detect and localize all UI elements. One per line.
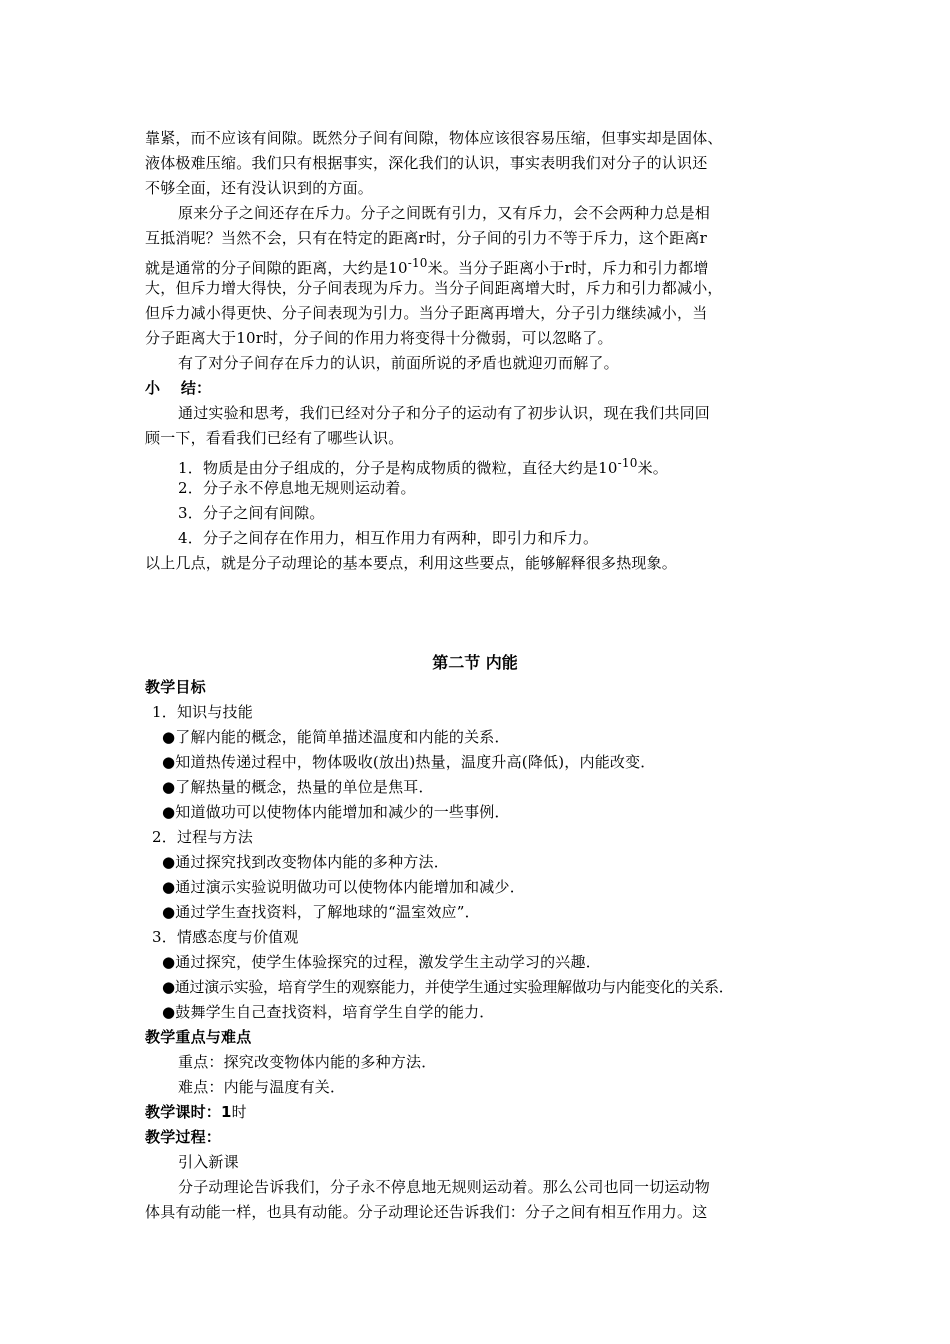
section-title: 第二节 内能 [432, 653, 518, 672]
bullet-item: ●通过探究找到改变物体内能的多种方法． [162, 853, 449, 871]
list-item [178, 453, 668, 478]
paragraph-line-with-exponent [145, 253, 709, 278]
bullet-item: ●知道热传递过程中，物体吸收(放出)热量，温度升高(降低)，内能改变． [162, 753, 656, 771]
exponent: -10 [407, 256, 428, 270]
paragraph-line: 顾一下，看看我们已经有了哪些认识。 [145, 429, 404, 447]
intro-label: 引入新课 [178, 1153, 239, 1171]
class-hours [145, 1102, 247, 1122]
paragraph-line: 体具有动能一样，也具有动能。分子动理论还告诉我们：分子之间有相互作用力。这 [145, 1203, 708, 1221]
bullet-item: ●通过学生查找资料，了解地球的“温室效应”． [162, 903, 480, 921]
paragraph-line: 液体极难压缩。我们只有根据事实，深化我们的认识，事实表明我们对分子的认识还 [145, 154, 708, 172]
paragraph-line: 分子距离大于10r时，分子间的作用力将变得十分微弱，可以忽略了。 [145, 329, 613, 347]
list-item: 3．分子之间有间隙。 [178, 504, 325, 522]
goals-heading: 教学目标 [145, 678, 206, 696]
paragraph-line: 大，但斥力增大得快，分子间表现为斥力。当分子间距离增大时，斥力和引力都减小， [145, 279, 723, 297]
exponent: -10 [617, 456, 638, 470]
text-fragment: 米。当分子距离小于r时，斥力和引力都增 [427, 259, 709, 277]
paragraph-line: 但斥力减小得更快、分子间表现为引力。当分子距离再增大，分子引力继续减小，当 [145, 304, 708, 322]
text-fragment: 就是通常的分子间隙的距离，大约是10 [145, 259, 408, 277]
paragraph-line: 分子动理论告诉我们，分子永不停息地无规则运动着。那么公司也同一切运动物 [178, 1178, 711, 1196]
paragraph-line: 通过实验和思考，我们已经对分子和分子的运动有了初步认识，现在我们共同回 [178, 404, 711, 422]
paragraph-line: 靠紧，而不应该有间隙。既然分子间有间隙，物体应该很容易压缩，但事实却是固体、 [145, 129, 723, 147]
bullet-item: ●了解热量的概念，热量的单位是焦耳． [162, 778, 434, 796]
process-heading: 教学过程： [145, 1128, 222, 1146]
bullet-item: ●通过演示实验说明做功可以使物体内能增加和减少． [162, 878, 525, 896]
summary-heading: 小 结： [145, 379, 212, 397]
hours-value: 1 [221, 1103, 232, 1121]
bullet-item: ●了解内能的概念，能简单描述温度和内能的关系． [162, 728, 510, 746]
bullet-item: ●知道做功可以使物体内能增加和减少的一些事例． [162, 803, 510, 821]
hours-label: 教学课时： [145, 1103, 222, 1121]
key-heading: 教学重点与难点 [145, 1028, 252, 1046]
paragraph-line: 原来分子之间还存在斥力。分子之间既有引力，又有斥力，会不会两种力总是相 [178, 204, 711, 222]
bullet-item: ●鼓舞学生自己查找资料，培育学生自学的能力． [162, 1003, 495, 1021]
goal-heading: 2．过程与方法 [152, 828, 253, 846]
text-fragment: 1．物质是由分子组成的，分子是构成物质的微粒，直径大约是10 [178, 459, 618, 477]
goal-heading: 1．知识与技能 [152, 703, 253, 721]
list-item: 2．分子永不停息地无规则运动着。 [178, 479, 416, 497]
hours-unit: 时 [231, 1103, 247, 1121]
bullet-item: ●通过演示实验，培育学生的观察能力，并使学生通过实验理解做功与内能变化的关系． [162, 978, 734, 996]
key-point: 重点：探究改变物体内能的多种方法． [178, 1053, 437, 1071]
paragraph-line: 不够全面，还有没认识到的方面。 [145, 179, 374, 197]
paragraph-line: 以上几点，就是分子动理论的基本要点，利用这些要点，能够解释很多热现象。 [145, 554, 678, 572]
text-fragment: 米。 [637, 459, 668, 477]
list-item: 4．分子之间存在作用力，相互作用力有两种，即引力和斥力。 [178, 529, 599, 547]
paragraph-line: 有了对分子间存在斥力的认识，前面所说的矛盾也就迎刃而解了。 [178, 354, 619, 372]
goal-heading: 3．情感态度与价值观 [152, 928, 299, 946]
bullet-item: ●通过探究，使学生体验探究的过程，激发学生主动学习的兴趣． [162, 953, 601, 971]
difficulty-point: 难点：内能与温度有关． [178, 1078, 346, 1096]
paragraph-line: 互抵消呢？当然不会，只有在特定的距离r时，分子间的引力不等于斥力，这个距离r [145, 229, 707, 247]
